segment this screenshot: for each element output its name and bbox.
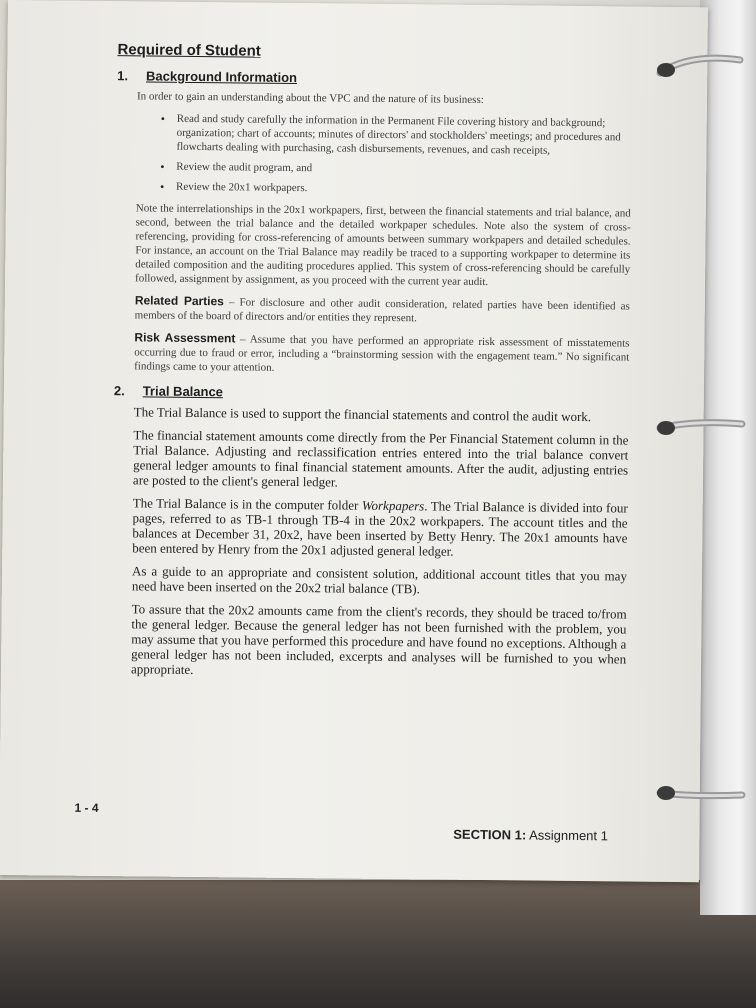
footer-section-label: SECTION 1:: [453, 826, 527, 843]
section-1-number: 1.: [117, 68, 129, 84]
page-content: [111, 41, 633, 689]
page-title: Required of Student: [117, 41, 261, 60]
list-item: • Read and study carefully the information in the Permanent File covering history and background; organization; chart of accounts; minutes of directors' and stockholders' meetings; and procedures and flowcharts dealing with purchasing, cash disbursements, revenues, and cash receipts,: [176, 112, 631, 159]
related-parties-heading: Related Parties: [134, 293, 224, 309]
risk-assessment-text: – Assume that you have performed an appropriate risk assessment of misstatements occurring due to fraud or error, including a “brainstorming session with the engagement team.” No significant findings came to your attention.: [134, 333, 630, 374]
table-surface: [0, 880, 756, 1008]
p3-text-a: The Trial Balance is in the computer folder: [132, 495, 362, 513]
section-1-note: Note the interrelationships in the 20x1 workpapers, first, between the financial statements and trial balance, and second, between the trial balance and the detailed workpaper schedules. Note also the system of cross-referencing, providing for cross-referencing of amounts between summary workpapers and detailed schedules. For instance, an account on the Trial Balance may readily be traced to a supporting workpaper to determine its detailed composition and the auditing procedures applied. This system of cross-referencing should be carefully followed, assignment by assignment, as you proceed with the current year audit.: [135, 202, 631, 289]
section-1-intro: In order to gain an understanding about the VPC and the nature of its business:: [136, 90, 484, 106]
list-item: • Review the audit program, and: [176, 160, 631, 179]
binder-ring-icon: [650, 408, 750, 448]
list-item: • Review the 20x1 workpapers.: [176, 180, 631, 199]
section-1-bullet-list: [176, 112, 632, 199]
footer-assignment-label: Assignment 1: [526, 827, 608, 844]
section-2-body: [131, 404, 629, 681]
section-1-title: Background Information: [145, 68, 298, 86]
risk-assessment-heading: Risk Assessment: [134, 330, 236, 346]
section-2-heading: [114, 383, 629, 403]
binder-ring-icon: [650, 48, 750, 88]
trial-balance-paragraph-4: As a guide to an appropriate and consistent solution, additional account titles that you may need have been inserted on the 20x2 trial balance (TB).: [131, 563, 628, 597]
related-parties-text: – For disclosure and other audit consideration, related parties have been identified as members of the board of directors and/or entities they represent.: [134, 296, 630, 325]
workpapers-folder-name: Workpapers: [361, 497, 425, 514]
section-1-heading: [117, 68, 632, 88]
trial-balance-paragraph-1: The Trial Balance is used to support the financial statements and control the audit work.: [133, 404, 592, 425]
trial-balance-paragraph-2: The financial statement amounts come directly from the Per Financial Statement column in the Trial Balance. Adjusting and reclassification entries entered into the trial balance convert general ledger amounts to final financial statement amounts. After the audit, adjusting entries are posted to the client's general ledger.: [132, 427, 629, 490]
trial-balance-paragraph-3: [132, 495, 628, 560]
binder-ring-icon: [650, 775, 750, 815]
section-2-title: Trial Balance: [142, 383, 224, 400]
section-footer: [453, 827, 608, 844]
p3-text-b: . The Trial Balance is divided into four pages, referred to as TB-1 through TB-4 in the 20x2 workpapers. The account titles and the balances at December 31, 20x2, have been inserted by Betty Henry. The 20x1 amounts have been entered by Henry from the 20x1 adjusted general ledger.: [132, 498, 628, 559]
related-parties-paragraph: [135, 293, 630, 327]
trial-balance-paragraph-5: To assure that the 20x2 amounts came from the client's records, they should be traced to/from the general ledger. Because the general ledger has not been furnished with the problem, you may assume that you have performed this procedure and have found no exceptions. Although a general ledger has not been included, excerpts and analyses will be furnished to you when appropriate.: [130, 601, 627, 677]
section-2-number: 2.: [113, 383, 125, 399]
risk-assessment-paragraph: [134, 330, 629, 378]
page-number: 1 - 4: [74, 800, 99, 815]
